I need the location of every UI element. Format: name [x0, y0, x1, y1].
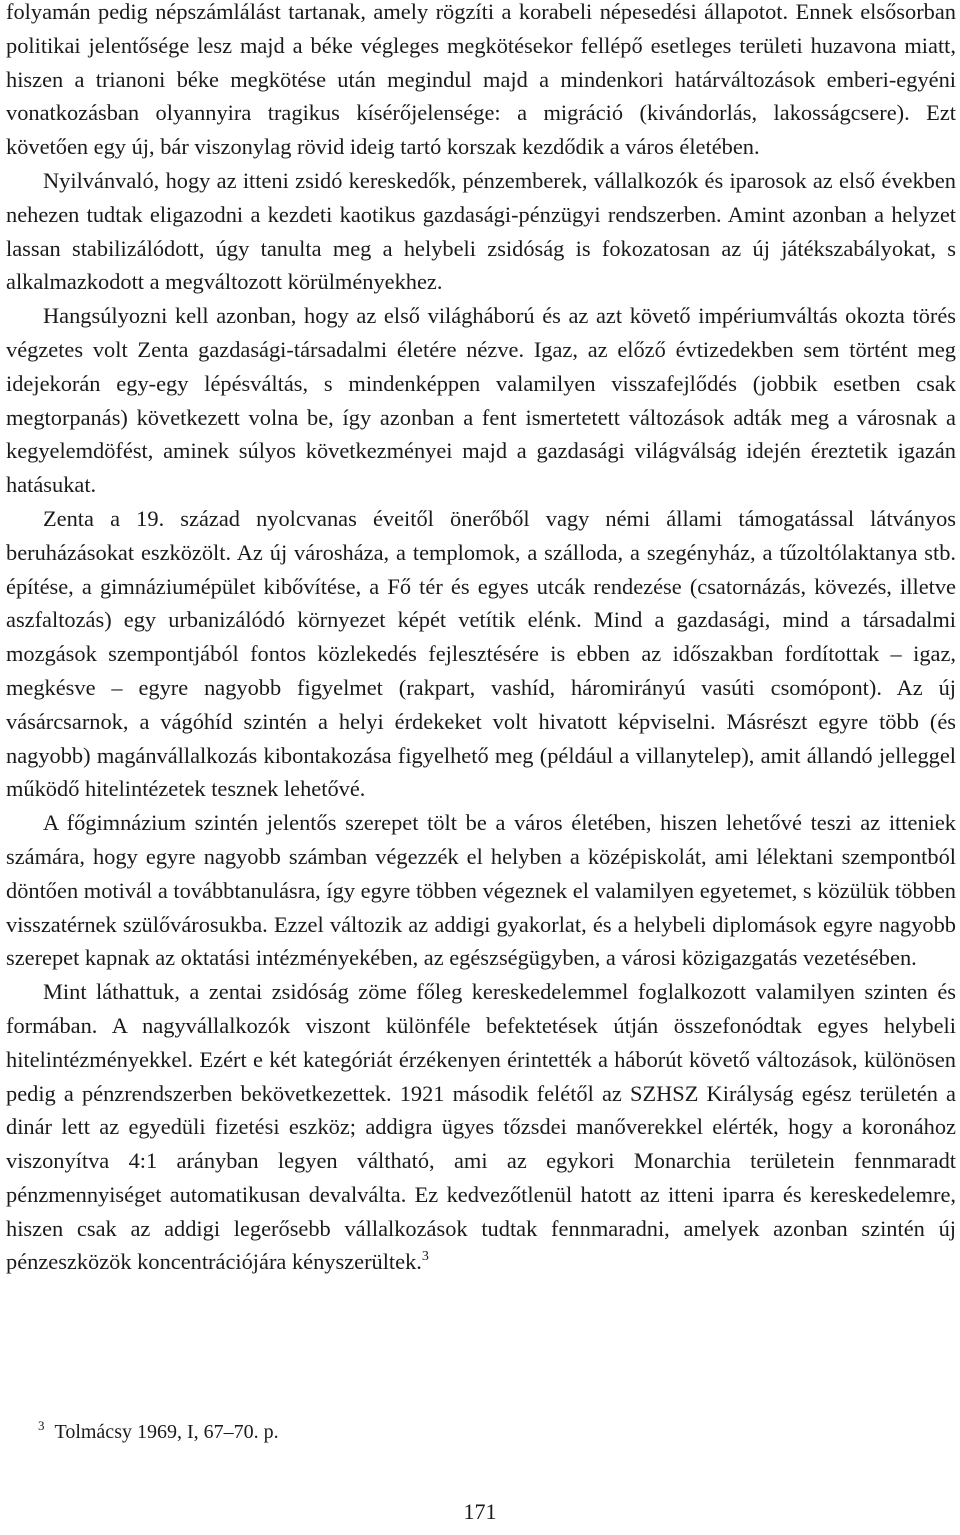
paragraph-3: Hangsúlyozni kell azonban, hogy az első világháború és az azt követő impériumváltás okozta törés végzetes volt Zenta gazdasági-társadalmi életére nézve. Igaz, az előző évtizedekben sem történt meg idejekorán egy-egy lépésváltás, s mindenképpen valamilyen visszafejlődés (jobbik esetben csak megtorpanás) következett volna be, így azonban a fent ismertetett változások adták meg a városnak a kegyelemdöfést, aminek súlyos következményei majd a gazdasági világválság idején éreztetik igazán hatásukat. [6, 303, 956, 498]
paragraph-1: folyamán pedig népszámlálást tartanak, amely rögzíti a korabeli népesedési állapotot. Ennek elsősorban politikai jelentősége lesz majd a béke végleges megkötésekor fellépő esetleges területi huzavona miatt, hiszen a trianoni béke megkötése után megindul majd a mindenkori határváltozások emberi-egyéni vonatkozásban olyannyira tragikus kísérőjelensége: a migráció (kivándorlás, lakosságcsere). Ezt követően egy új, bár viszonylag rövid ideig tartó korszak kezdődik a város életében. [6, 0, 956, 160]
paragraph-6 [6, 975, 956, 1279]
footnote-reference[interactable]: 3 [421, 1249, 429, 1265]
footnote-text: Tolmácsy 1969, I, 67–70. p. [54, 1421, 279, 1443]
footnote [38, 1417, 279, 1447]
paragraph-2: Nyilvánvaló, hogy az itteni zsidó kereskedők, pénzemberek, vállalkozók és iparosok az első években nehezen tudtak eligazodni a kezdeti kaotikus gazdasági-pénzügyi rendszerben. Amint azonban a helyzet lassan stabilizálódott, úgy tanulta meg a helybeli zsidóság is fokozatosan az új játékszabályokat, s alkalmazkodott a megváltozott körülményekhez. [6, 167, 956, 295]
paragraph-4: Zenta a 19. század nyolcvanas éveitől önerőből vagy némi állami támogatással látványos beruházásokat eszközölt. Az új városháza, a templomok, a szálloda, a szegényház, a tűzoltólaktanya stb. építése, a gimnáziumépület kibővítése, a Fő tér és egyes utcák rendezése (csatornázás, kövezés, illetve aszfaltozás) egy urbanizálódó környezet képét vetítik elénk. Mind a gazdasági, mind a társadalmi mozgások szempontjából fontos közlekedés fejlesztésére is ebben az időszakban fordítottak – igaz, megkésve – egyre nagyobb figyelmet (rakpart, vashíd, háromirányú vasúti csomópont). Az új vásárcsarnok, a vágóhíd szintén a helyi érdekeket volt hivatott képviselni. Másrészt egyre több (és nagyobb) magánvállalkozás kibontakozása figyelhető meg (például a villanytelep), amit állandó jelleggel működő hitelintézetek tesznek lehetővé. [6, 505, 956, 802]
paragraph-6-text: Mint láthattuk, a zentai zsidóság zöme főleg kereskedelemmel foglalkozott valamilyen szinten és formában. A nagyvállalkozók viszont különféle befektetések útján összefonódtak egyes helybeli hitelintézményekkel. Ezért e két kategóriát érzékenyen érintették a háborút követő változások, különösen pedig a pénzrendszerben bekövetkezettek. 1921 második felétől az SZHSZ Királyság egész területén a dinár lett az egyedüli fizetési eszköz; addigra ügyes tőzsdei manőverekkel elérték, hogy a koronához viszonyítva 4:1 arányban legyen váltható, ami az egykori Monarchia területein fennmaradt pénzmennyiséget automatikusan devalválta. Ez kedvezőtlenül hatott az itteni iparra és kereskedelemre, hiszen csak az addigi legerősebb vállalkozások tudtak fennmaradni, amelyek azonban szintén új pénzeszközök koncentrációjára kényszerültek. [6, 979, 956, 1275]
page-content [6, 0, 956, 1279]
footnote-number: 3 [38, 1418, 45, 1433]
body-text [6, 0, 956, 1279]
page-number: 171 [463, 1499, 497, 1524]
paragraph-5: A főgimnázium szintén jelentős szerepet tölt be a város életében, hiszen lehetővé teszi az itteniek számára, hogy egyre nagyobb számban végezzék el helyben a középiskolát, ami lélektani szempontból döntően motivál a továbbtanulásra, így egyre többen végeznek el valamilyen egyetemet, s közülük többen visszatérnek szülővárosukba. Ezzel változik az addigi gyakorlat, és a helybeli diplomások egyre nagyobb szerepet kapnak az oktatási intézményekében, az egészségügyben, a városi közigazgatás vezetésében. [6, 810, 956, 971]
